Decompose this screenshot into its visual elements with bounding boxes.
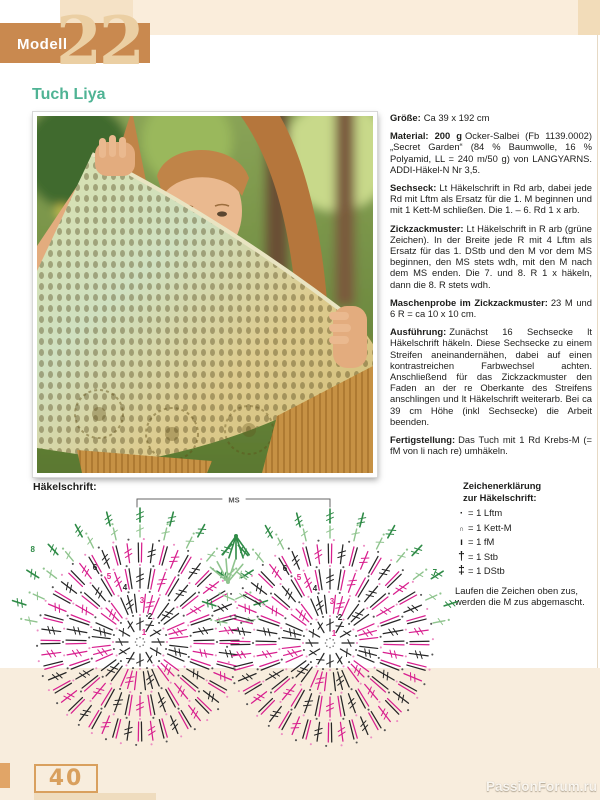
legend-item-kettm: ∩ = 1 Kett-M — [455, 522, 595, 537]
paragraph-groesse: Größe: Ca 39 x 192 cm — [390, 112, 490, 123]
legend-item-dstb: ‡ = 1 DStb — [455, 565, 595, 580]
chain-stitch-icon: · — [459, 508, 464, 519]
paragraph-ausfuehrung: Ausführung: Zunächst 16 Sechsecke lt Häkelschrift häkeln. Diese Sechsecke zu einem Streifen aneinandernähen, dabei auf einen kontrastreichen Farbwechsel achten. Anschließend für das Zickzackmuster den Faden an der re Oberkante des Streifens anschlingen und lt Häkelschrift weiterarb. Bei ca 39 cm Höhe (inkl Sechsecke) die Arbeit beenden. — [390, 326, 592, 427]
page-number-box — [34, 764, 98, 793]
svg-text:MS: MS — [228, 495, 240, 505]
model-number: 22 — [56, 2, 142, 80]
legend-item-lftm: · = 1 Lftm — [455, 507, 595, 522]
photo — [33, 112, 377, 477]
svg-text:8: 8 — [30, 545, 35, 555]
svg-text:2: 2 — [147, 612, 153, 621]
paragraph-zickzackmuster: Zickzackmuster: Lt Häkelschrift in R arb (grüne Zeichen). In der Breite jede R mit 4 Lftm als Ersatz für das 1. DStb und den M vor dem MS beginnen, den MS stets wdh, mit den M nach dem MS enden. Die 7. und 8. R 1 x häkeln, dann die 8. R stets wdh. — [390, 222, 592, 290]
legend-title: Zeichenerklärung zur Häkelschrift: — [463, 480, 542, 503]
instruction-column — [390, 112, 592, 463]
paragraph-sechseck: Sechseck: Lt Häkelschrift in Rd arb, dabei jede Rd mit Lftm als Ersatz für die 1. M beginnen und mit 1 Kett-M schließen. Die 1. – 6. Rd 1 x arb. — [390, 182, 592, 216]
page-title: Tuch Liya — [32, 86, 106, 103]
double-treble-icon: ‡ — [458, 563, 465, 577]
legend-item-fm: ı = 1 fM — [455, 536, 595, 551]
legend-item-stb: † = 1 Stb — [455, 551, 595, 566]
svg-text:6: 6 — [282, 564, 288, 573]
svg-text:1: 1 — [141, 628, 147, 637]
page-number-strip — [0, 763, 10, 788]
page-number: 40 — [48, 766, 84, 791]
legend-note: Laufen die Zeichen oben zus, werden die M zus abgemascht. — [455, 584, 585, 607]
watermark: PassionForum.ru — [485, 779, 597, 794]
svg-text:2: 2 — [337, 613, 343, 622]
svg-text:7: 7 — [432, 567, 438, 577]
header-cream-band-right — [578, 0, 600, 35]
paragraph-fertigstellung: Fertigstellung: Das Tuch mit 1 Rd Krebs-M (= fM von li nach re) umhäkeln. — [390, 434, 592, 457]
svg-text:3: 3 — [139, 596, 145, 605]
svg-text:6: 6 — [92, 563, 98, 572]
treble-icon: † — [458, 548, 465, 563]
model-label: Modell — [17, 36, 68, 53]
crochet-chart — [0, 486, 462, 778]
paragraph-material: Material: 200 g Ocker-Salbei (Fb 1139.0002) „Secret Garden“ (84 % Baumwolle, 16 % Polyamid, LL = 240 m/50 g) von LANGYARNS. ADDI-Häkel-N Nr 3,5. — [390, 130, 592, 175]
paragraph-maschenprobe: Maschenprobe im Zickzackmuster: 23 M und 6 R = ca 10 x 10 cm. — [390, 296, 592, 320]
slip-stitch-icon: ∩ — [458, 525, 465, 533]
photo-illustration — [37, 116, 373, 473]
page-number-shadow — [34, 793, 156, 800]
symbol-legend — [455, 480, 595, 608]
svg-text:3: 3 — [329, 597, 335, 606]
svg-text:4: 4 — [122, 583, 128, 592]
chart-label: Häkelschrift: — [33, 481, 97, 493]
single-crochet-icon: ı — [460, 537, 463, 548]
svg-text:5: 5 — [106, 572, 112, 581]
svg-text:4: 4 — [312, 584, 318, 593]
svg-text:1: 1 — [331, 629, 337, 638]
svg-text:5: 5 — [296, 573, 302, 582]
